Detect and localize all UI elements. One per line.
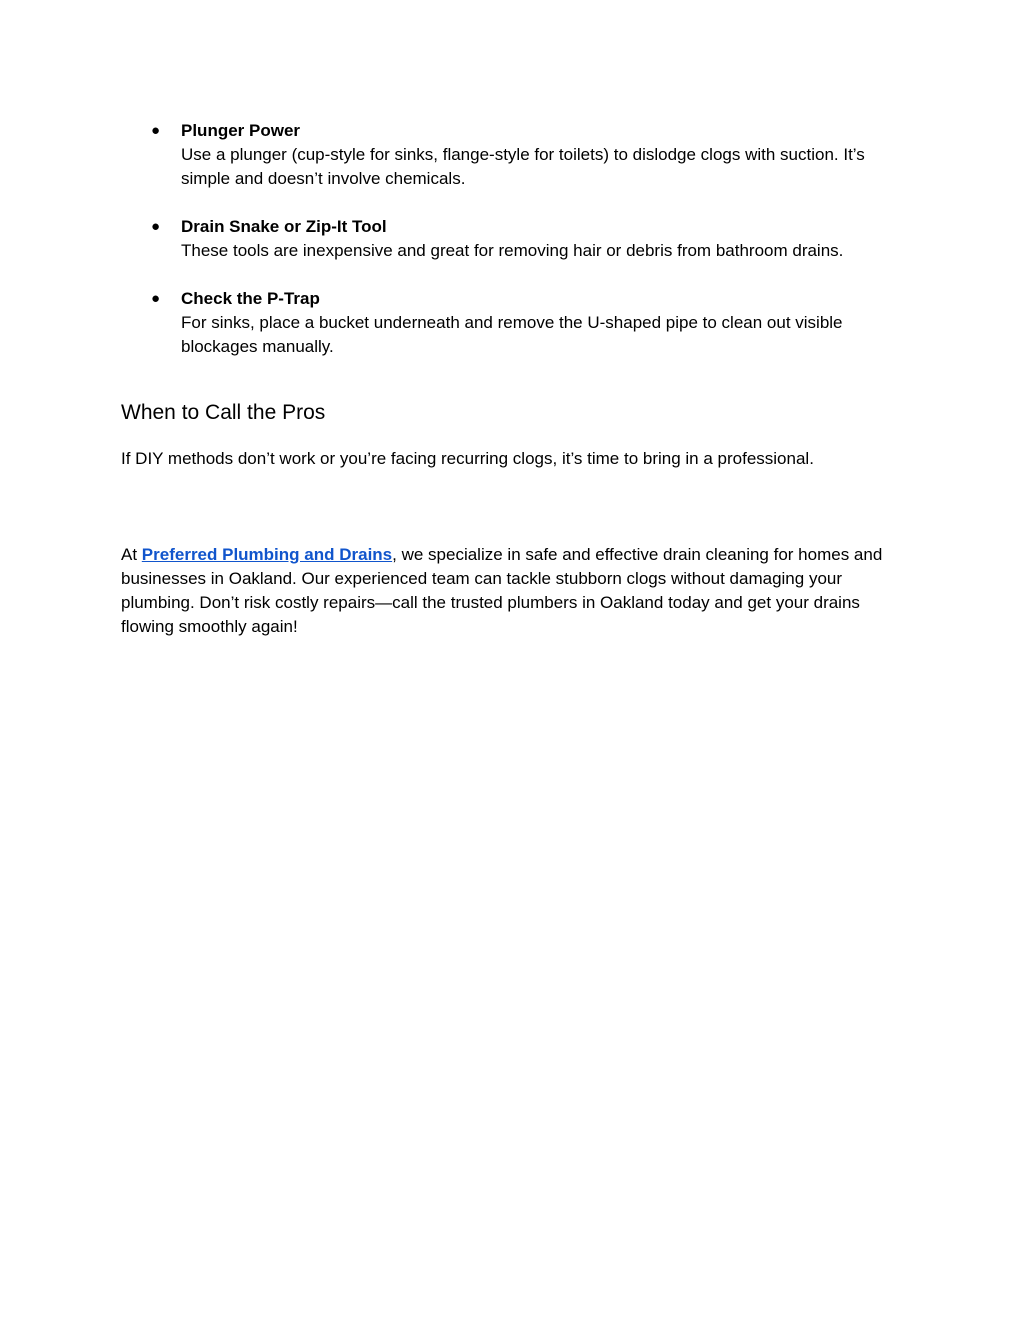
tip-title: Plunger Power <box>181 121 301 140</box>
diy-tips-list <box>121 119 911 359</box>
tip-body: For sinks, place a bucket underneath and remove the U-shaped pipe to clean out visible blockages manually. <box>181 313 843 356</box>
bullet-icon: ● <box>151 290 161 307</box>
list-item <box>121 287 911 359</box>
company-paragraph-prefix: At <box>121 545 142 564</box>
tip-title: Drain Snake or Zip-It Tool <box>181 217 387 236</box>
tip-title: Check the P-Trap <box>181 289 320 308</box>
document-content <box>121 119 911 639</box>
tip-body: These tools are inexpensive and great for removing hair or debris from bathroom drains. <box>181 241 844 260</box>
list-item <box>121 119 911 191</box>
company-paragraph <box>121 543 911 639</box>
company-link[interactable]: Preferred Plumbing and Drains <box>141 545 393 564</box>
bullet-icon: ● <box>151 122 161 139</box>
company-paragraph-text: , we specialize in safe and effective drain cleaning for homes and businesses in Oakland. Our experienced team can tackle stubborn clogs without damaging your plumbing. Don’t risk costly repairs—call the trusted plumbers in Oakland today and get your drains flowing smoothly again! <box>121 545 883 636</box>
section-heading: When to Call the Pros <box>121 401 326 424</box>
intro-paragraph: If DIY methods don’t work or you’re facing recurring clogs, it’s time to bring in a professional. <box>121 449 814 468</box>
tip-body: Use a plunger (cup-style for sinks, flange-style for toilets) to dislodge clogs with suction. It’s simple and doesn’t involve chemicals. <box>181 145 865 188</box>
bullet-icon: ● <box>151 218 161 235</box>
list-item <box>121 215 911 263</box>
